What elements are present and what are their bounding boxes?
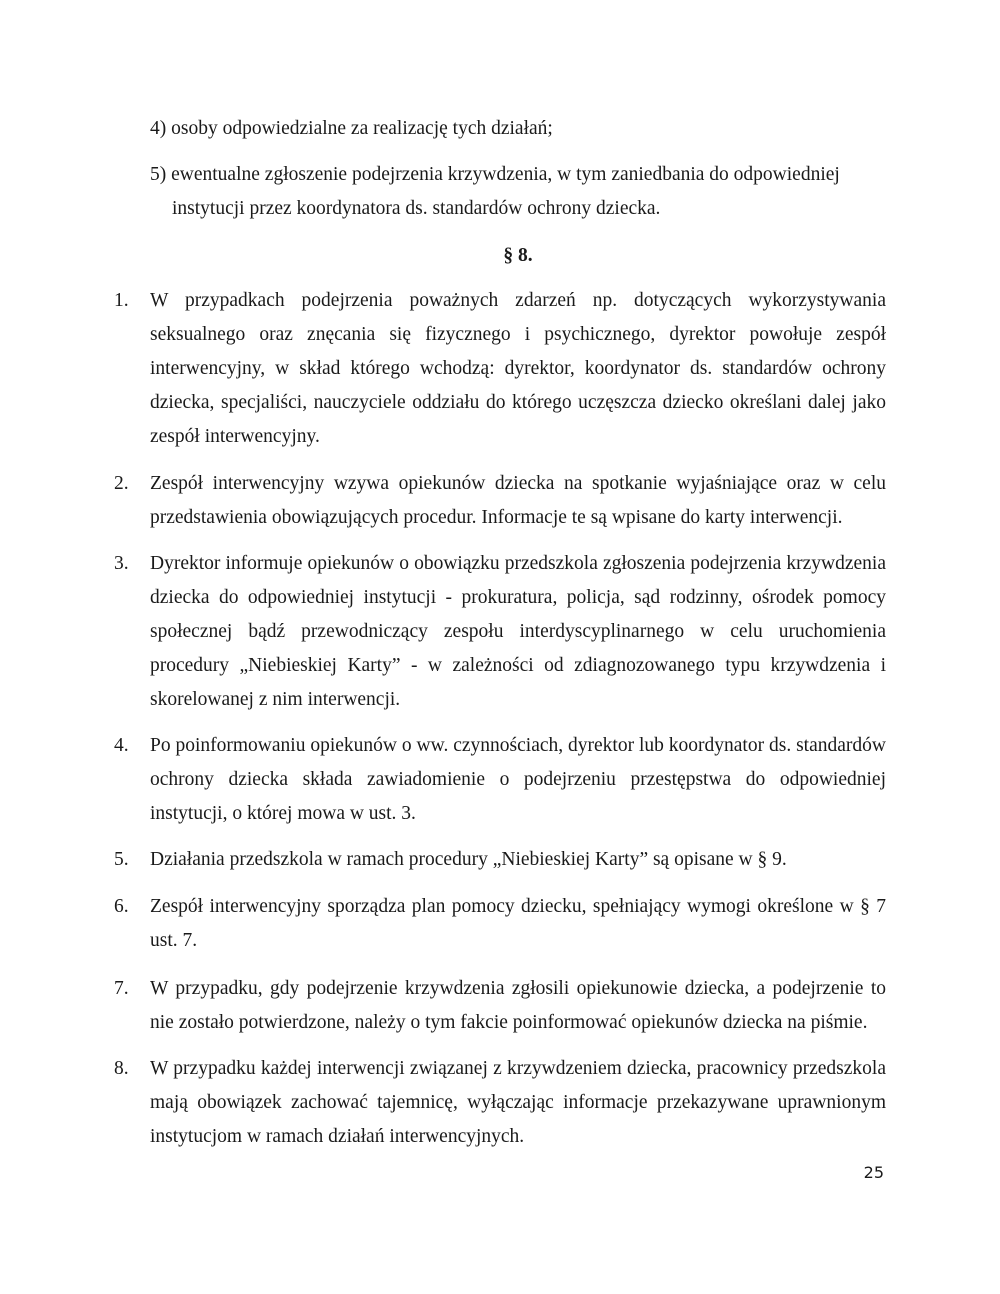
list-number: 5) bbox=[150, 164, 167, 185]
paragraph-number: 5. bbox=[114, 849, 129, 870]
paragraph-number: 2. bbox=[114, 473, 129, 494]
list-item-5 bbox=[150, 158, 885, 226]
paragraph-text: Dyrektor informuje opiekunów o obowiązku przedszkola zgłoszenia podejrzenia krzywdzenia dziecka do odpowiedniej instytucji - prokuratura, policja, sąd rodzinny, ośrodek pomocy społecznej bądź przewodniczący zespołu interdyscyplinarnego w celu uruchomienia procedury „Niebieskiej Karty” - w zależności od zdiagnozowanego typu krzywdzenia i skorelowanej z nim interwencji. bbox=[150, 553, 886, 710]
page-number: 25 bbox=[863, 1163, 884, 1182]
paragraph-8 bbox=[114, 1052, 886, 1154]
paragraph-text: W przypadku, gdy podejrzenie krzywdzenia zgłosili opiekunowie dziecka, a podejrzenie to nie zostało potwierdzone, należy o tym fakcie poinformować opiekunów dziecka na piśmie. bbox=[150, 978, 886, 1033]
paragraph-number: 4. bbox=[114, 735, 129, 756]
list-text: ewentualne zgłoszenie podejrzenia krzywdzenia, w tym zaniedbania do odpowiedniej bbox=[171, 164, 840, 185]
paragraph-text: Zespół interwencyjny wzywa opiekunów dziecka na spotkanie wyjaśniające oraz w celu przedstawienia obowiązujących procedur. Informacje te są wpisane do karty interwencji. bbox=[150, 473, 886, 528]
paragraph-2 bbox=[114, 467, 886, 535]
list-text: osoby odpowiedzialne za realizację tych działań; bbox=[171, 118, 553, 139]
list-item-4 bbox=[150, 112, 885, 146]
paragraph-6 bbox=[114, 890, 886, 958]
paragraph-number: 3. bbox=[114, 553, 129, 574]
paragraph-1 bbox=[114, 284, 886, 454]
paragraph-3 bbox=[114, 547, 886, 717]
paragraph-number: 8. bbox=[114, 1058, 129, 1079]
section-heading: § 8. bbox=[503, 245, 533, 266]
list-text-continuation: instytucji przez koordynatora ds. standardów ochrony dziecka. bbox=[172, 198, 661, 219]
list-number: 4) bbox=[150, 118, 167, 139]
paragraph-text: W przypadku każdej interwencji związanej z krzywdzeniem dziecka, pracownicy przedszkola mają obowiązek zachować tajemnicę, wyłączając informacje przekazywane uprawnionym instytucjom w ramach działań interwencyjnych. bbox=[150, 1058, 886, 1147]
paragraph-text: W przypadkach podejrzenia poważnych zdarzeń np. dotyczących wykorzystywania seksualnego oraz znęcania się fizycznego i psychicznego, dyrektor powołuje zespół interwencyjny, w skład którego wchodzą: dyrektor, koordynator ds. standardów ochrony dziecka, specjaliści, nauczyciele oddziału do którego uczęszcza dziecko określani dalej jako zespół interwencyjny. bbox=[150, 290, 886, 447]
paragraph-text: Działania przedszkola w ramach procedury „Niebieskiej Karty” są opisane w § 9. bbox=[150, 849, 787, 870]
paragraph-number: 7. bbox=[114, 978, 129, 999]
paragraph-7 bbox=[114, 972, 886, 1040]
paragraph-text: Po poinformowaniu opiekunów o ww. czynnościach, dyrektor lub koordynator ds. standardów ochrony dziecka składa zawiadomienie o podejrzeniu przestępstwa do odpowiedniej instytucji, o której mowa w ust. 3. bbox=[150, 735, 886, 824]
paragraph-number: 1. bbox=[114, 290, 129, 311]
paragraph-number: 6. bbox=[114, 896, 129, 917]
paragraph-text: Zespół interwencyjny sporządza plan pomocy dziecku, spełniający wymogi określone w § 7 ust. 7. bbox=[150, 896, 886, 951]
paragraph-4 bbox=[114, 729, 886, 831]
paragraph-5 bbox=[114, 843, 886, 877]
